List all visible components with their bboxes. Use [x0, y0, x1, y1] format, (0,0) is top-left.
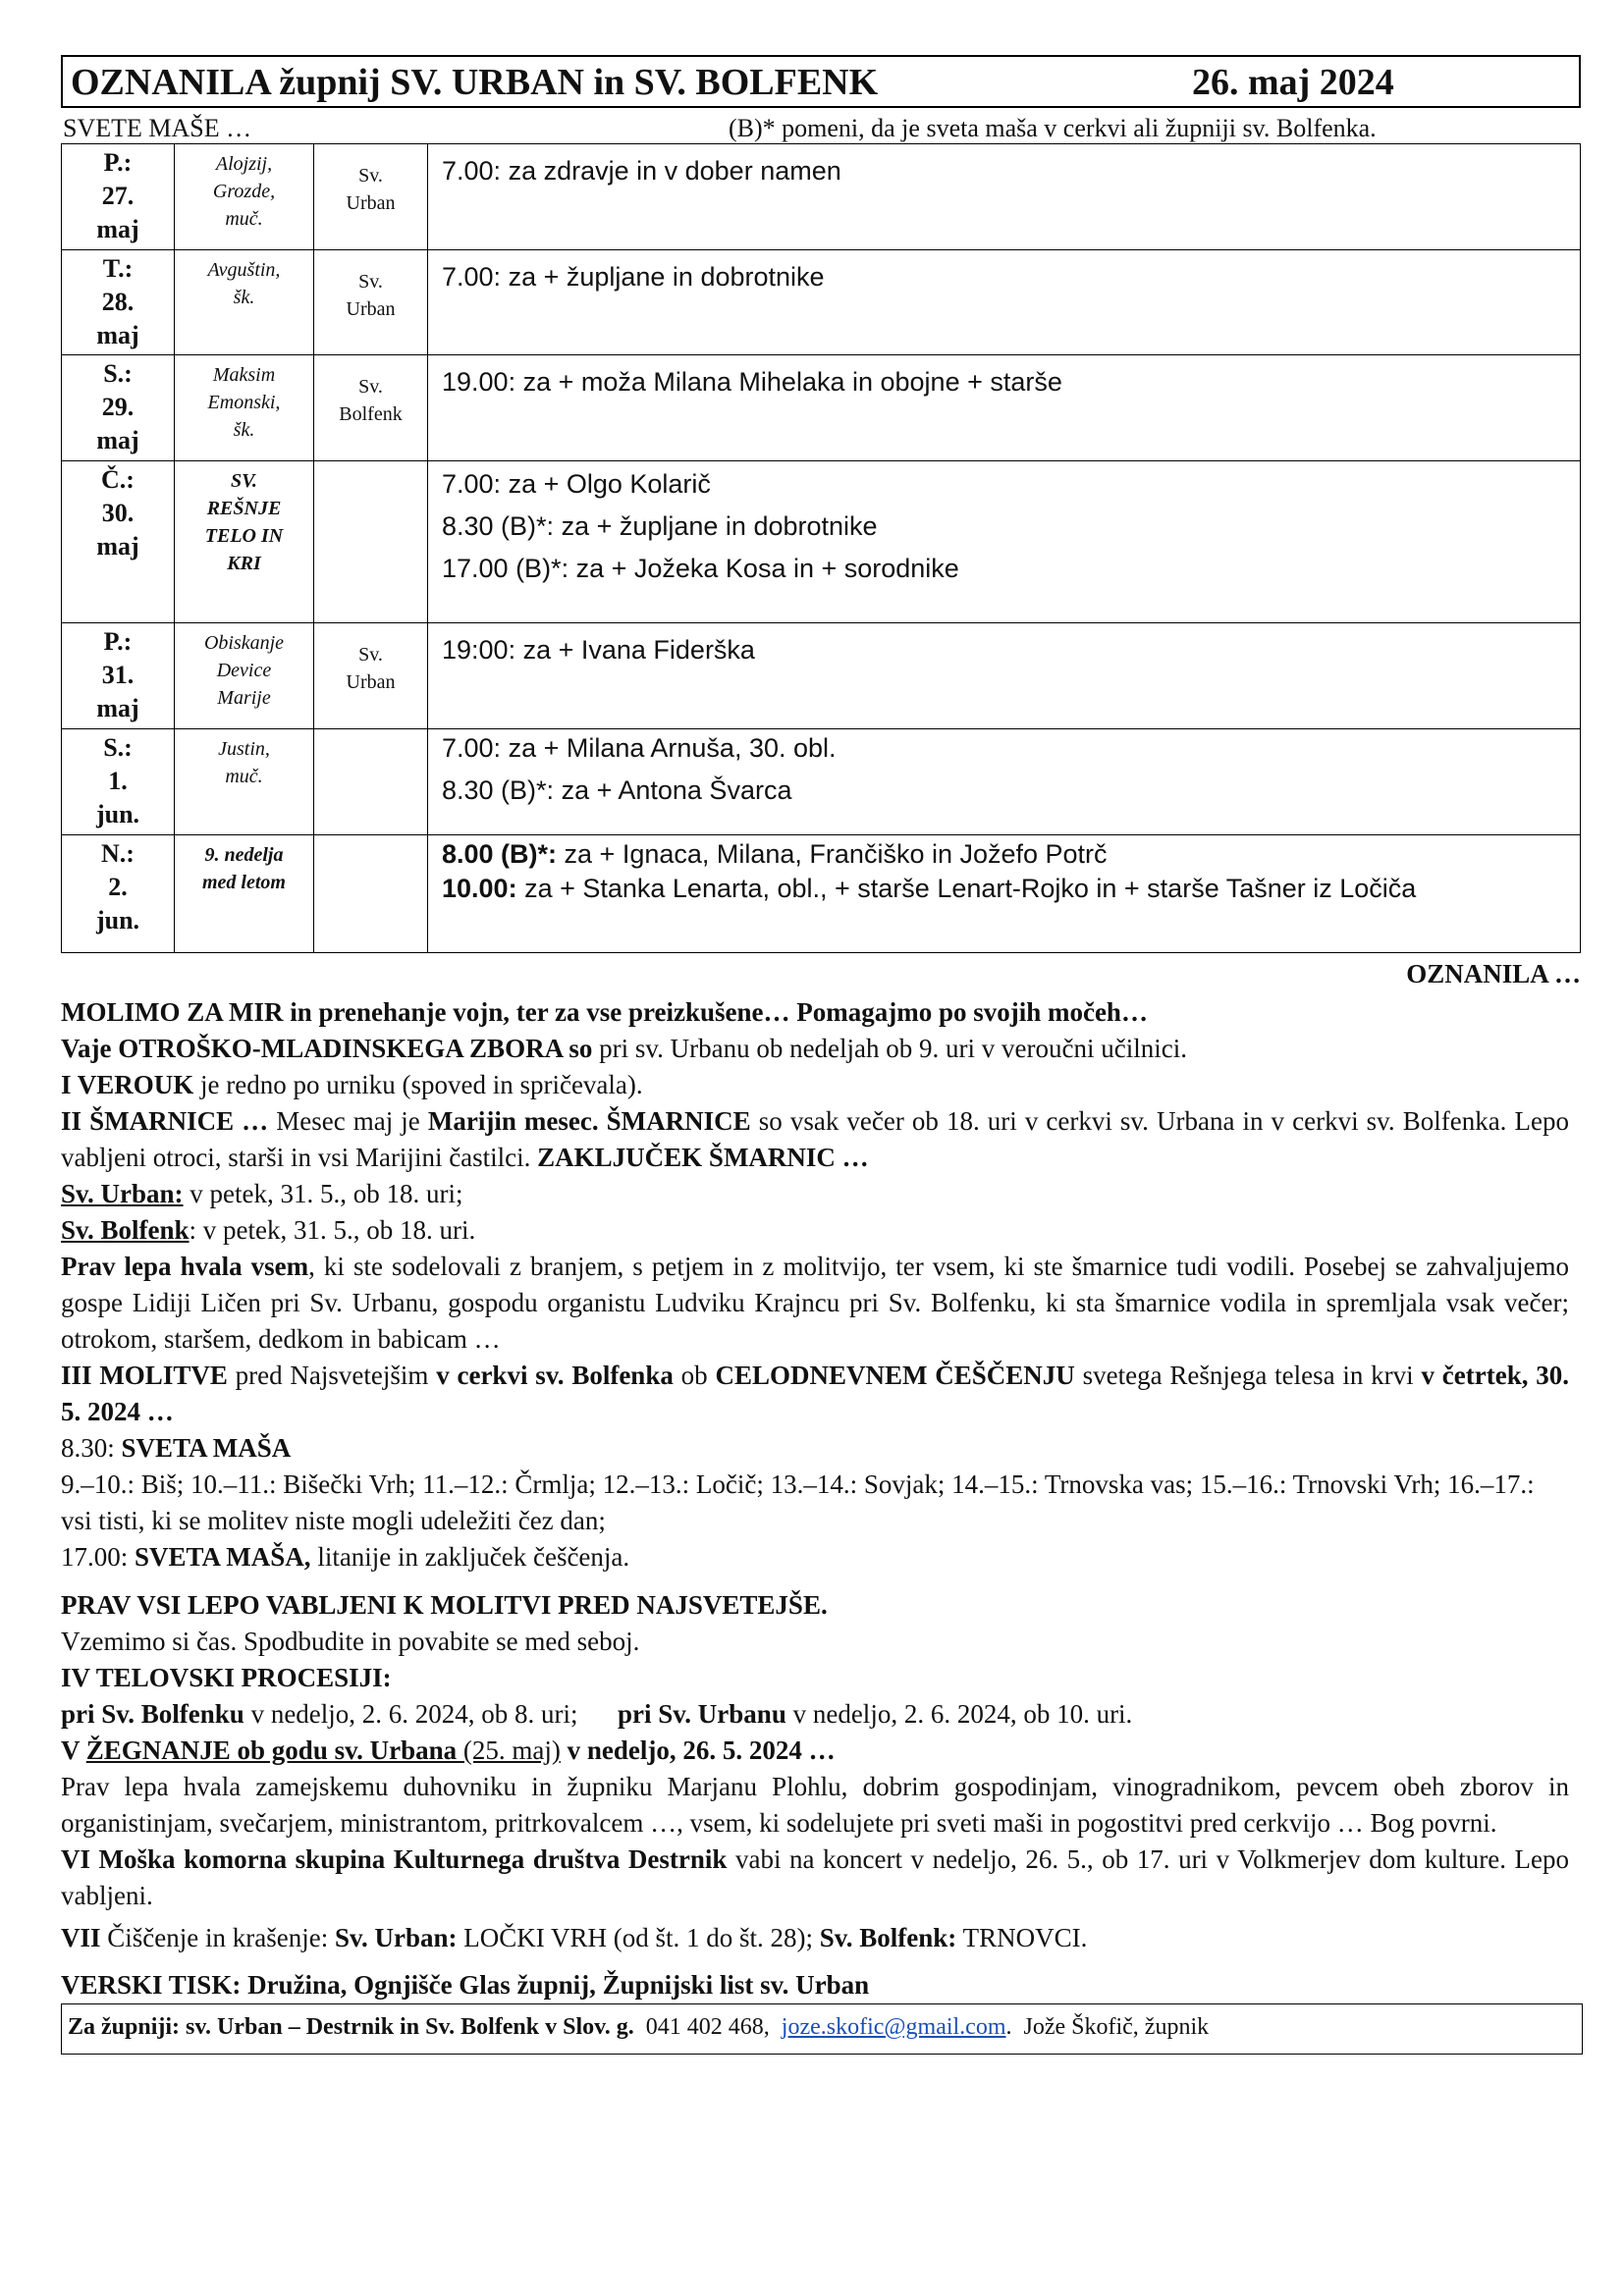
masses-cell	[428, 355, 1581, 461]
location-cell: Sv. Bolfenk	[314, 355, 428, 461]
bolfenk-note: (B)* pomeni, da je sveta maša v cerkvi ali župniji sv. Bolfenka.	[729, 114, 1377, 142]
masses-label: SVETE MAŠE …	[63, 114, 252, 142]
mass-entry: 10.00: za + Stanka Lenarta, obl., + starše Lenart-Rojko in + starše Tašner iz Ločiča	[442, 874, 1417, 903]
saint-cell: Maksim Emonski, šk.	[175, 355, 314, 461]
saint-cell: Justin, muč.	[175, 729, 314, 835]
cleaning-line: VII Čiščenje in krašenje: Sv. Urban: LOČKI VRH (od št. 1 do št. 28); Sv. Bolfenk: TRNOVCI.	[61, 1923, 1088, 1952]
invite-line: PRAV VSI LEPO VABLJENI K MOLITVI PRED NAJSVETEJŠE.	[61, 1590, 828, 1620]
day-cell: P.: 27. maj	[62, 144, 175, 250]
adoration-end-line: 17.00: SVETA MAŠA, litanije in zaključek češčenja.	[61, 1542, 630, 1572]
adoration-schedule: 9.–10.: Biš; 10.–11.: Bišečki Vrh; 11.–12.: Črmlja; 12.–13.: Ločič; 13.–14.: Sovjak; 14.–15.: Trnovska vas; 15.–16.: Trnovski Vrh; 16.–17.: vsi tisti, ki se molitev niste mogli udeležiti čez dan;	[61, 1469, 1535, 1535]
mass-entry: 8.30 (B)*: za + Antona Švarca	[442, 775, 792, 805]
mass-entry: 7.00: za + župljane in dobrotnike	[442, 262, 825, 292]
masses-cell	[428, 835, 1581, 953]
location-cell	[314, 461, 428, 623]
thanks-paragraph: Prav lepa hvala vsem, ki ste sodelovali z branjem, s petjem in z molitvijo, ter vsem, ki ste šmarnice tudi vodili. Posebej se zahvaljujemo gospe Lidiji Ličen pri Sv. Urbanu, gospodu organistu Ludviku Krajncu pri Sv. Bolfenku, ki sta šmarnice vodila in spremljala vsak večer; otrokom, staršem, dedkom in babicam …	[61, 1252, 1570, 1354]
saint-cell: Avguštin, šk.	[175, 250, 314, 355]
day-cell: S.: 29. maj	[62, 355, 175, 461]
zegnanje-text: Prav lepa hvala zamejskemu duhovniku in župniku Marjanu Plohlu, dobrim gospodinjam, vinogradnikom, pevcem obeh zborov in organistinjam, svečarjem, ministrantom, pritrkovalcem …, vsem, ki sodelujete pri sveti maši in pogostitvi pred cerkvijo … Bog povrni.	[61, 1772, 1569, 1838]
masses-cell	[428, 729, 1581, 835]
location-cell	[314, 835, 428, 953]
saint-cell: SV. REŠNJE TELO IN KRI	[175, 461, 314, 623]
adoration-paragraph: III MOLITVE pred Najsvetejšim v cerkvi sv. Bolfenka ob CELODNEVNEM ČEŠČENJU svetega Rešnjega telesa in krvi v četrtek, 30. 5. 2024 …	[61, 1361, 1570, 1426]
day-cell: T.: 28. maj	[62, 250, 175, 355]
masses-cell	[428, 250, 1581, 355]
adoration-mass-line: 8.30: SVETA MAŠA	[61, 1433, 292, 1463]
announcements-heading: OZNANILA …	[1406, 959, 1581, 988]
invite-text: Vzemimo si čas. Spodbudite in povabite se med seboj.	[61, 1627, 640, 1656]
procession-heading: IV TELOVSKI PROCESIJI:	[61, 1663, 392, 1692]
schedule-row	[62, 461, 1581, 623]
location-cell: Sv. Urban	[314, 144, 428, 250]
mass-schedule-table	[61, 143, 1581, 953]
saint-cell: Alojzij, Grozde, muč.	[175, 144, 314, 250]
mass-entry: 7.00: za zdravje in v dober namen	[442, 156, 841, 186]
email-link[interactable]: joze.skofic@gmail.com	[781, 2014, 1006, 2040]
location-cell: Sv. Urban	[314, 250, 428, 355]
concert-paragraph: VI Moška komorna skupina Kulturnega društva Destrnik vabi na koncert v nedeljo, 26. 5., ob 17. uri v Volkmerjev dom kulture. Lepo vabljeni.	[61, 1844, 1570, 1910]
schedule-row	[62, 144, 1581, 250]
parishes-label: Za župniji: sv. Urban – Destrnik in Sv. Bolfenk v Slov. g.	[68, 2014, 634, 2040]
day-cell: Č.: 30. maj	[62, 461, 175, 623]
mass-entry: 8.30 (B)*: za + župljane in dobrotnike	[442, 511, 878, 541]
schedule-row	[62, 355, 1581, 461]
schedule-row	[62, 729, 1581, 835]
phone-number: 041 402 468,	[645, 2014, 770, 2040]
schedule-row	[62, 623, 1581, 729]
bolfenk-line: Sv. Bolfenk: v petek, 31. 5., ob 18. uri.	[61, 1215, 476, 1245]
footer-contact-box	[61, 2003, 1583, 2055]
page-title: OZNANILA župnij SV. URBAN in SV. BOLFENK	[71, 62, 879, 103]
day-cell: S.: 1. jun.	[62, 729, 175, 835]
schedule-row	[62, 835, 1581, 953]
masses-subheader	[61, 108, 1581, 143]
procession-line: pri Sv. Bolfenku v nedeljo, 2. 6. 2024, ob 8. uri; pri Sv. Urbanu v nedeljo, 2. 6. 2024, ob 10. uri.	[61, 1699, 1133, 1729]
schedule-row	[62, 250, 1581, 355]
catechism-line: I VEROUK je redno po urniku (spoved in spričevala).	[61, 1070, 643, 1099]
mass-entry: 7.00: za + Milana Arnuša, 30. obl.	[442, 733, 837, 763]
page-date: 26. maj 2024	[1192, 62, 1394, 103]
bulletin-page	[61, 55, 1581, 2055]
location-cell	[314, 729, 428, 835]
masses-cell	[428, 461, 1581, 623]
mass-entry: 8.00 (B)*: za + Ignaca, Milana, Frančiško in Jožefo Potrč	[442, 839, 1108, 869]
signature: Jože Škofič, župnik	[1023, 2014, 1210, 2040]
mass-entry: 19.00: za + moža Milana Mihelaka in obojne + starše	[442, 367, 1062, 397]
day-cell: P.: 31. maj	[62, 623, 175, 729]
zegnanje-heading: V ŽEGNANJE ob godu sv. Urbana (25. maj) v nedeljo, 26. 5. 2024 …	[61, 1735, 836, 1765]
title-box	[61, 55, 1581, 108]
smarnice-paragraph: II ŠMARNICE … Mesec maj je Marijin mesec. ŠMARNICE so vsak večer ob 18. uri v cerkvi sv. Urbana in v cerkvi sv. Bolfenka. Lepo vabljeni otroci, starši in vsi Marijini častilci. ZAKLJUČEK ŠMARNIC …	[61, 1106, 1569, 1172]
location-cell: Sv. Urban	[314, 623, 428, 729]
choir-line: Vaje OTROŠKO-MLADINSKEGA ZBORA so pri sv. Urbanu ob nedeljah ob 9. uri v veroučni učilnici.	[61, 1034, 1187, 1063]
masses-cell	[428, 144, 1581, 250]
religious-press-line: VERSKI TISK: Družina, Ognjišče Glas župnij, Župnijski list sv. Urban	[61, 1970, 870, 2000]
saint-cell: Obiskanje Device Marije	[175, 623, 314, 729]
day-cell: N.: 2. jun.	[62, 835, 175, 953]
footer-contact: Za župniji: sv. Urban – Destrnik in Sv. Bolfenk v Slov. g. 041 402 468, joze.skofic@gmail.com. Jože Škofič, župnik	[68, 2014, 1210, 2040]
announcements	[61, 994, 1569, 1956]
urban-line: Sv. Urban: v petek, 31. 5., ob 18. uri;	[61, 1179, 463, 1208]
mass-entry: 19:00: za + Ivana Fiderška	[442, 635, 755, 665]
saint-cell: 9. nedelja med letom	[175, 835, 314, 953]
mass-entry: 7.00: za + Olgo Kolarič	[442, 469, 711, 499]
peace-line: MOLIMO ZA MIR in prenehanje vojn, ter za vse preizkušene… Pomagajmo po svojih močeh…	[61, 997, 1148, 1027]
mass-entry: 17.00 (B)*: za + Jožeka Kosa in + sorodnike	[442, 554, 959, 583]
masses-cell	[428, 623, 1581, 729]
